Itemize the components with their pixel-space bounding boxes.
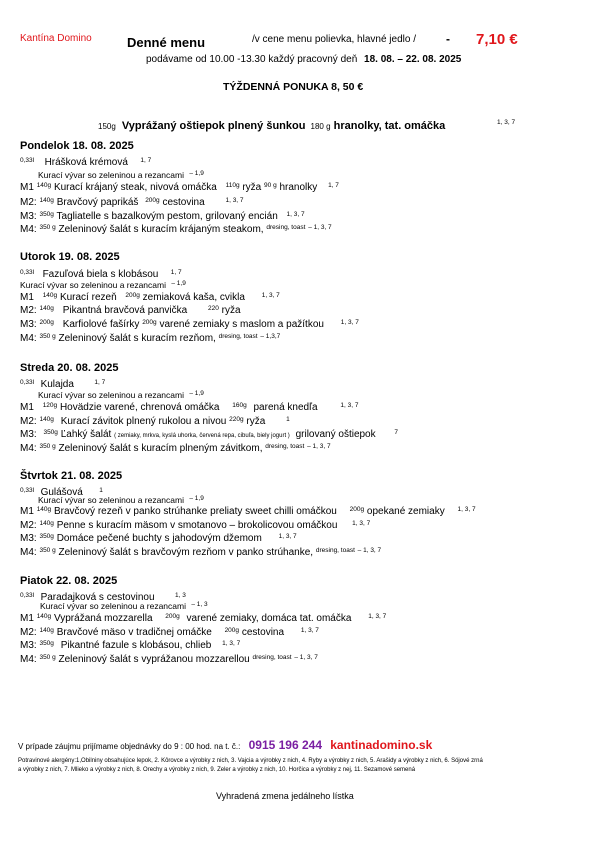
meal-m3 [20, 429, 398, 442]
meal-name: Bravčový paprikáš [56, 197, 139, 208]
side-name: cestovina [241, 627, 285, 638]
meal-code: M2: [20, 627, 37, 638]
meal-weight: 350g [39, 211, 54, 218]
soup-volume: 0,33l [20, 379, 35, 386]
broth-allergens: – 1,9 [189, 170, 204, 177]
meal-note: dresing, toast [266, 224, 306, 231]
day-heading-wednesday: Streda 20. 08. 2025 [20, 362, 119, 374]
broth-row [38, 390, 204, 402]
soup-name: Fazuľová biela s klobásou [42, 269, 159, 280]
serving-text: podávame od 10.00 -13.30 každý pracovný deň [146, 54, 358, 65]
meal-m2 [20, 627, 319, 640]
meal-allergens: 1, 3, 7 [278, 533, 297, 540]
meal-weight: 350 g [39, 443, 56, 450]
side-weight: 220 [208, 305, 219, 312]
meal-name: Domáce pečené buchty s jahodovým džemom [56, 533, 262, 544]
meal-weight: 120g [42, 402, 58, 409]
meal-code: M1 [20, 182, 34, 193]
meal-name: Karfiolové fašírky [62, 319, 140, 330]
meal-weight: 350g [39, 533, 54, 540]
menu-price: 7,10 € [476, 31, 518, 48]
meal-m3 [20, 211, 305, 224]
meal-weight: 350 g [39, 224, 56, 231]
meal-allergens: 1, 3, 7 [300, 627, 319, 634]
soup-volume: 0,33l [20, 487, 35, 494]
meal-weight: 140g [36, 613, 52, 620]
side-name: ryža [221, 305, 241, 316]
side-name: zemiaková kaša, cvikla [142, 292, 245, 303]
meal-m1 [20, 506, 476, 519]
meal-name: Penne s kuracím mäsom v smotanovo – brokolicovou omáčkou [56, 520, 338, 531]
meal-code: M2: [20, 520, 37, 531]
meal-name: Kurací závitok plnený rukolou a nivou [60, 416, 227, 427]
serving-hours [146, 54, 461, 65]
broth-row [20, 280, 186, 292]
meal-m4 [20, 224, 332, 237]
meal-code: M4: [20, 547, 37, 558]
meal-note: dresing, toast [218, 333, 258, 340]
meal-note: dresing, toast [265, 443, 305, 450]
meal-name: Pikantné fazule s klobásou, chlieb [60, 640, 212, 651]
phone-number[interactable]: 0915 196 244 [248, 738, 322, 752]
meal-allergens: 1, 3, 7 [368, 613, 387, 620]
meal-name: Zeleninový šalát s bravčovým rezňom v panko strúhanke, [58, 547, 314, 558]
meal-allergens: 1, 3, 7 [286, 211, 305, 218]
soup-volume: 0,33l [20, 269, 35, 276]
meal-name: Bravčové mäso v tradičnej omáčke [56, 627, 212, 638]
soup-allergens: 1, 7 [94, 379, 106, 386]
side-weight: 200g [165, 613, 180, 620]
meal-code: M2: [20, 416, 37, 427]
meal-m2 [20, 520, 370, 533]
weekly-weight: 150g [98, 122, 116, 131]
soup-name: Paradajková s cestovinou [40, 592, 155, 603]
meal-m1 [20, 182, 339, 195]
weekly-side-weight: 180 g [310, 122, 331, 131]
side-weight: 220g [229, 416, 244, 423]
meal-weight: 350 g [39, 333, 56, 340]
side-name: parená knedľa [253, 402, 318, 413]
broth-name: Kurací vývar so zeleninou a rezancami [40, 601, 186, 611]
soup-volume: 0,33l [20, 592, 35, 599]
meal-name: Pikantná bravčová panvička [62, 305, 188, 316]
meal-allergens: – 1, 3, 7 [357, 547, 382, 554]
meal-name: Tagliatelle s bazalkovým pestom, grilovaný encián [56, 211, 278, 222]
broth-allergens: – 1, 3 [191, 601, 208, 608]
soup-volume: 0,33l [20, 157, 35, 164]
date-range: 18. 08. – 22. 08. 2025 [364, 54, 462, 65]
meal-ingredients: ( zemiaky, mrkva, kyslá uhorka, červená repa, cibuľa, biely jogurt ) [114, 433, 290, 439]
meal-name: Zeleninový šalát s vyprážanou mozzarellou [58, 654, 250, 665]
broth-row [38, 170, 204, 182]
meal-weight: 140g [39, 416, 54, 423]
allergens-line-1: Potravinové alergény:1,Obilniny obsahujúce lepok, 2. Kôrovce a výrobky z nich, 3. Vajcia a výrobky z nich, 4. Ryby a výrobky z nich, 5. Arašidy a výrobky z nich, 6. Sójové zrná [18, 758, 483, 764]
order-text: V prípade záujmu prijímame objednávky do 9 : 00 hod. na t. č.: [18, 742, 241, 751]
side-weight: 200g [145, 197, 160, 204]
meal-weight: 350 g [39, 654, 56, 661]
side-weight: 200g [349, 506, 365, 513]
meal-weight: 140g [42, 292, 58, 299]
meal-m1 [20, 402, 358, 415]
meal-allergens: – 1,3,7 [260, 333, 281, 340]
meal-allergens: 1 [286, 416, 290, 423]
meal-code: M1 [20, 292, 34, 303]
meal-weight: 350g [39, 640, 54, 647]
meal-allergens: 1, 7 [328, 182, 339, 189]
weekly-offer-title: TÝŽDENNÁ PONUKA 8, 50 € [223, 81, 364, 93]
meal-allergens: 1, 3, 7 [222, 640, 241, 647]
meal-m3 [20, 319, 359, 332]
meal-weight: 200g [39, 319, 54, 326]
side-weight: 160g [232, 402, 247, 409]
broth-name: Kurací vývar so zeleninou a rezancami [20, 280, 166, 290]
meal-m4 [20, 333, 280, 346]
menu-change-notice: Vyhradená zmena jedálneho lístka [216, 791, 354, 801]
meal-code: M1 [20, 613, 34, 624]
meal-code: M3: [20, 211, 37, 222]
meal-m4 [20, 654, 318, 667]
menu-subtitle: /v cene menu polievka, hlavné jedlo / [252, 34, 416, 45]
day-heading-friday: Piatok 22. 08. 2025 [20, 575, 118, 587]
brand-name: Kantína Domino [20, 33, 92, 44]
meal-name: Hovädzie varené, chrenová omáčka [59, 402, 220, 413]
side2-weight: 90 g [264, 182, 277, 189]
broth-allergens: – 1,9 [189, 495, 204, 502]
meal-weight: 140g [39, 520, 54, 527]
meal-weight: 140g [39, 627, 54, 634]
soup-allergens: 1, 7 [170, 269, 182, 276]
meal-name: Kurací krájaný steak, nivová omáčka [53, 182, 217, 193]
meal-name: Vyprážaná mozzarella [53, 613, 153, 624]
weekly-item [98, 120, 445, 132]
meal-code: M1 [20, 506, 34, 517]
side-name: varené zemiaky, domáca tat. omáčka [186, 613, 352, 624]
broth-name: Kurací vývar so zeleninou a rezancami [38, 170, 184, 180]
meal-weight: 140g [39, 197, 54, 204]
meal-allergens: 1, 3, 7 [225, 197, 244, 204]
meal-weight: 140g [36, 182, 52, 189]
meal-name: Zeleninový šalát s kuracím rezňom, [58, 333, 216, 344]
meal-code: M4: [20, 654, 37, 665]
day-heading-tuesday: Utorok 19. 08. 2025 [20, 251, 120, 263]
meal-weight: 140g [39, 305, 54, 312]
meal-weight: 350g [43, 429, 58, 436]
meal-code: M2: [20, 305, 37, 316]
side-name: ryža [246, 416, 266, 427]
meal-m1 [20, 292, 280, 305]
meal-code: M1 [20, 402, 34, 413]
meal-allergens: – 1, 3, 7 [294, 654, 318, 661]
meal-weight: 140g [36, 506, 52, 513]
meal-allergens: – 1, 3, 7 [308, 224, 332, 231]
side-name: ryža [242, 182, 262, 193]
meal-code: M3: [20, 640, 37, 651]
meal-note: dresing, toast [315, 547, 355, 554]
broth-name: Kurací vývar so zeleninou a rezancami [38, 390, 184, 400]
meal-m1 [20, 613, 386, 626]
weekly-allergens: 1, 3, 7 [497, 119, 516, 126]
meal-name: Zeleninový šalát s kuracím plneným závitkom, [58, 443, 263, 454]
broth-name: Kurací vývar so zeleninou a rezancami [38, 495, 184, 505]
meal-m4 [20, 547, 381, 560]
side-name: grilovaný oštiepok [295, 429, 376, 440]
meal-m4 [20, 443, 331, 456]
meal-m2 [20, 416, 290, 429]
soup-allergens: 1, 7 [140, 157, 152, 164]
side2-name: hranolky [279, 182, 318, 193]
order-info [18, 738, 432, 752]
meal-allergens: 1, 3, 7 [340, 319, 359, 326]
side-weight: 110g [225, 182, 240, 189]
meal-m3 [20, 640, 240, 653]
weekly-name: Vyprážaný oštiepok plnený šunkou [121, 120, 306, 132]
day-heading-monday: Pondelok 18. 08. 2025 [20, 140, 134, 152]
meal-name: Ľahký šalát [60, 429, 112, 440]
meal-allergens: 7 [394, 429, 399, 436]
meal-allergens: 1, 3, 7 [340, 402, 359, 409]
meal-m3 [20, 533, 297, 546]
meal-weight: 350 g [39, 547, 56, 554]
broth-allergens: – 1,9 [171, 280, 186, 287]
soup-allergens: 1, 3 [174, 592, 186, 599]
weekly-side: hranolky, tat. omáčka [333, 120, 446, 132]
website-link[interactable]: kantinadomino.sk [330, 738, 433, 752]
meal-note: dresing, toast [252, 654, 292, 661]
menu-title: Denné menu [127, 35, 206, 50]
soup-row [20, 152, 151, 170]
meal-code: M4: [20, 333, 37, 344]
soup-allergens: 1 [99, 487, 103, 494]
meal-m2 [20, 197, 244, 210]
allergens-line-2: a výrobky z nich, 7. Mlieko a výrobky z nich, 8. Orechy a výrobky z nich, 9. Zeler a výrobky z nich, 10. Horčica a výrobky z nej, 11. Sezamové semená [18, 767, 416, 773]
meal-name: Bravčový rezeň v panko strúhanke preliaty sweet chilli omáčkou [53, 506, 337, 517]
meal-m2 [20, 305, 241, 318]
side-name: varené zemiaky s maslom a pažítkou [159, 319, 324, 330]
meal-code: M3: [20, 319, 37, 330]
meal-allergens: 1, 3, 7 [352, 520, 371, 527]
allergens-legend [18, 757, 483, 775]
meal-allergens: 1, 3, 7 [261, 292, 280, 299]
meal-code: M4: [20, 224, 37, 235]
meal-code: M4: [20, 443, 37, 454]
side-weight: 200g [125, 292, 140, 299]
day-heading-thursday: Štvrtok 21. 08. 2025 [20, 470, 123, 482]
meal-name: Zeleninový šalát s kuracím krájaným steakom, [58, 224, 264, 235]
price-dash: - [446, 32, 450, 46]
soup-name: Kulajda [40, 379, 74, 390]
meal-name: Kurací rezeň [59, 292, 117, 303]
broth-row [40, 601, 208, 613]
broth-allergens: – 1,9 [189, 390, 204, 397]
meal-code: M2: [20, 197, 37, 208]
side-name: opekané zemiaky [366, 506, 445, 517]
side-weight: 200g [142, 319, 157, 326]
meal-allergens: 1, 3, 7 [457, 506, 476, 513]
meal-code: M3: [20, 533, 37, 544]
soup-name: Hrášková krémová [44, 157, 128, 168]
meal-allergens: – 1, 3, 7 [307, 443, 331, 450]
side-weight: 200g [224, 627, 240, 634]
soup-name: Gulášová [40, 487, 83, 498]
side-name: cestovina [162, 197, 205, 208]
meal-code: M3: [20, 429, 37, 440]
